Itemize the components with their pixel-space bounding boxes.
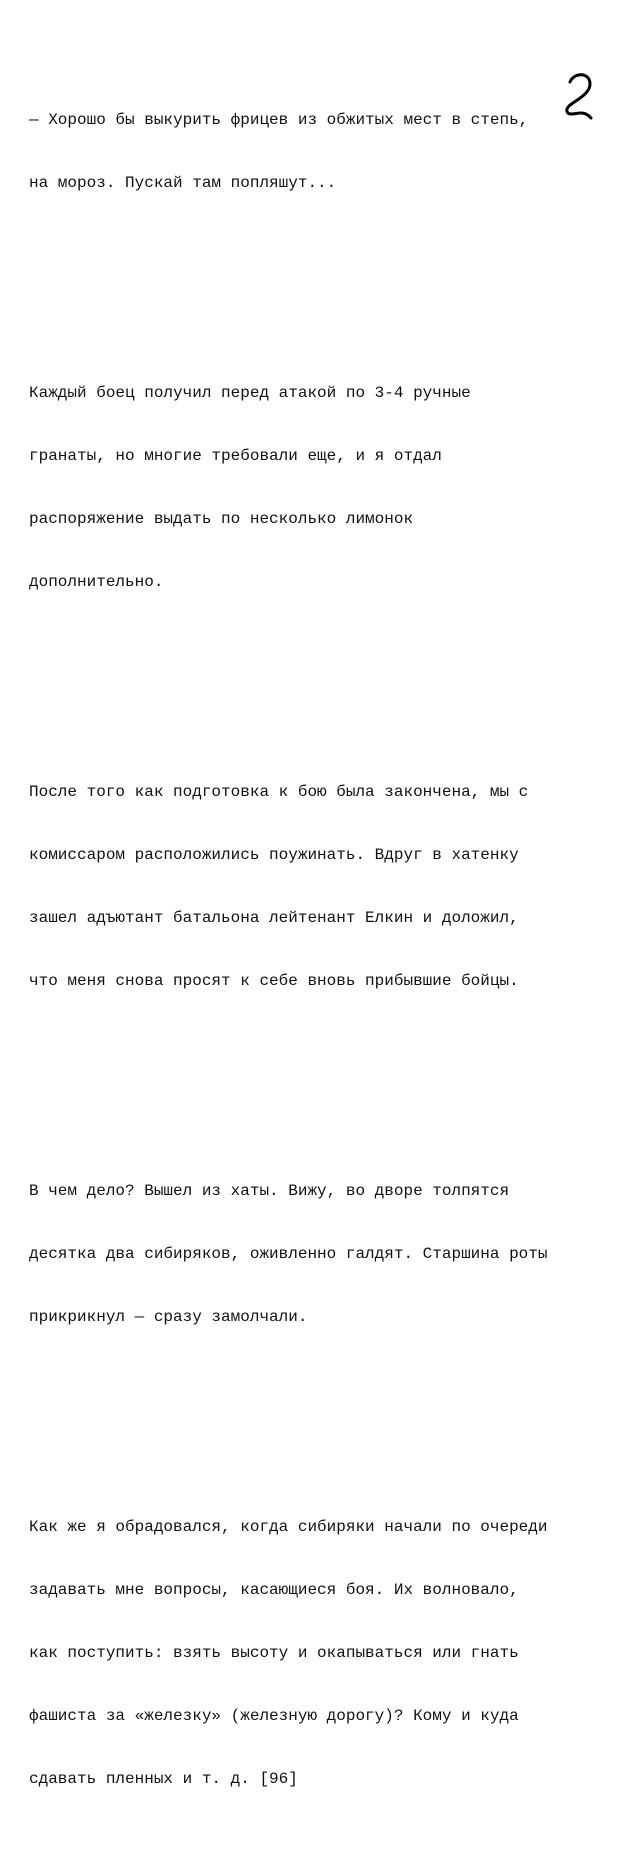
paragraph-5 <box>29 1475 547 1832</box>
paragraph-gap <box>29 1412 547 1433</box>
document-text <box>29 26 547 1874</box>
paragraph-3 <box>29 740 547 1034</box>
text-line: сдавать пленных и т. д. [96] <box>29 1770 298 1788</box>
handwritten-mark-two <box>560 68 600 128</box>
paragraph-gap <box>29 677 547 698</box>
text-line: В чем дело? Вышел из хаты. Вижу, во дворе толпятся <box>29 1182 510 1200</box>
text-line: распоряжение выдать по несколько лимонок <box>29 510 414 528</box>
text-line: что меня снова просят к себе вновь прибывшие бойцы. <box>29 972 519 990</box>
paragraph-4 <box>29 1139 547 1370</box>
text-line: зашел адъютант батальона лейтенант Елкин и доложил, <box>29 909 519 927</box>
text-line: задавать мне вопросы, касающиеся боя. Их волновало, <box>29 1581 519 1599</box>
paragraph-2 <box>29 341 547 635</box>
text-line: прикрикнул — сразу замолчали. <box>29 1308 308 1326</box>
paragraph-gap <box>29 1076 547 1097</box>
text-line: После того как подготовка к бою была закончена, мы с <box>29 783 529 801</box>
text-line: дополнительно. <box>29 573 164 591</box>
text-line: — Хорошо бы выкурить фрицев из обжитых мест в степь, <box>29 111 529 129</box>
handwritten-stroke <box>567 75 591 118</box>
text-line: на мороз. Пускай там попляшут... <box>29 174 337 192</box>
paragraph-1 <box>29 68 547 236</box>
text-line: Каждый боец получил перед атакой по 3-4 ручные <box>29 384 471 402</box>
text-line: гранаты, но многие требовали еще, и я отдал <box>29 447 442 465</box>
text-line: как поступить: взять высоту и окапываться или гнать <box>29 1644 519 1662</box>
paragraph-gap <box>29 278 547 299</box>
text-line: фашиста за «железку» (железную дорогу)? Кому и куда <box>29 1707 519 1725</box>
text-line: десятка два сибиряков, оживленно галдят. Старшина роты <box>29 1245 548 1263</box>
text-line: Как же я обрадовался, когда сибиряки начали по очереди <box>29 1518 548 1536</box>
text-line: комиссаром расположились поужинать. Вдруг в хатенку <box>29 846 519 864</box>
